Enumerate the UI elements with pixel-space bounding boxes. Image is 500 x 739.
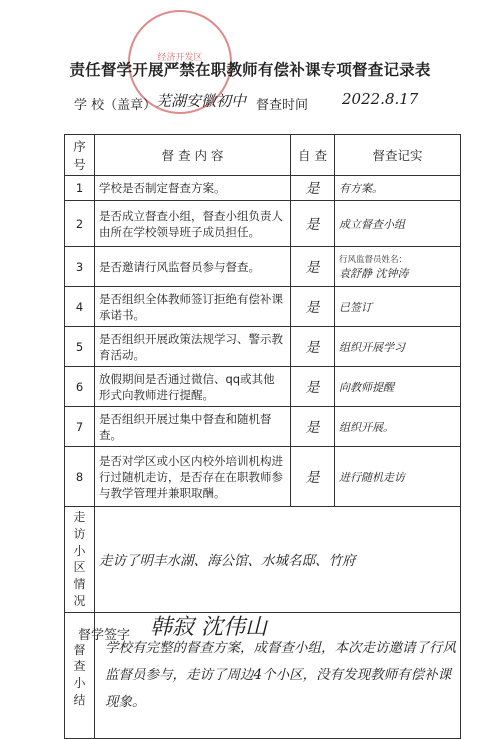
row-self-check: 是 bbox=[291, 327, 335, 367]
summary-label: 督查小结 bbox=[65, 612, 95, 738]
row-record: 进行随机走访 bbox=[335, 447, 461, 507]
row-content: 学校是否制定督查方案。 bbox=[95, 176, 291, 201]
seal-text: 经济开发区 bbox=[157, 53, 203, 63]
inspector-label: 行风监督员姓名： bbox=[339, 254, 408, 265]
row-record: 已签订 bbox=[335, 287, 461, 327]
table-row bbox=[65, 407, 461, 447]
table-header-row bbox=[65, 135, 461, 176]
table-row bbox=[65, 176, 461, 201]
row-self-check: 是 bbox=[291, 176, 335, 201]
form-title: 责任督学开展严禁在职教师有偿补课专项督查记录表 bbox=[69, 61, 431, 79]
row-record: 组织开展学习 bbox=[335, 327, 461, 367]
header-no: 序号 bbox=[65, 135, 95, 176]
row-self-check: 是 bbox=[291, 247, 335, 287]
header-content: 督 查 内 容 bbox=[95, 135, 291, 176]
row-self-check: 是 bbox=[291, 201, 335, 247]
table-row bbox=[65, 327, 461, 367]
row-record: 成立督查小组 bbox=[335, 201, 461, 247]
summary-value: 学校有完整的督查方案，成督查小组，本次走访邀请了行风监督员参与，走访了周边4个小区，没有发现教师有偿补课现象。 bbox=[95, 612, 461, 738]
header-self-check: 自 查 bbox=[291, 135, 335, 176]
date-label: 督查时间 bbox=[256, 98, 309, 113]
visit-label: 走访小区情况 bbox=[65, 507, 95, 613]
row-self-check: 是 bbox=[291, 287, 335, 327]
row-no: 6 bbox=[65, 367, 95, 407]
row-no: 4 bbox=[65, 287, 95, 327]
table-row bbox=[65, 287, 461, 327]
row-no: 1 bbox=[65, 176, 95, 201]
row-no: 3 bbox=[65, 247, 95, 287]
row-content: 是否对学区或小区内校外培训机构进行过随机走访，是否存在在职教师参与教学管理并兼职取酬。 bbox=[95, 447, 291, 507]
row-no: 2 bbox=[65, 201, 95, 247]
signature-label: 督学签字 bbox=[78, 628, 131, 643]
row-content: 是否邀请行风监督员参与督查。 bbox=[95, 247, 291, 287]
school-name: 芜湖安徽初中 bbox=[156, 92, 247, 110]
row-content: 是否组织全体教师签订拒绝有偿补课承诺书。 bbox=[95, 287, 291, 327]
row-content: 是否组织开展政策法规学习、警示教育活动。 bbox=[95, 327, 291, 367]
table-row bbox=[65, 447, 461, 507]
row-record: 向教师提醒 bbox=[335, 367, 461, 407]
visit-row bbox=[65, 507, 461, 613]
table-row bbox=[65, 201, 461, 247]
row-self-check: 是 bbox=[291, 407, 335, 447]
visit-value: 走访了明丰水湖、海公馆、水城名邸、竹府 bbox=[95, 507, 461, 613]
row-record: 有方案。 bbox=[335, 176, 461, 201]
row-self-check: 是 bbox=[291, 367, 335, 407]
signature-value: 韩寂 沈伟山 bbox=[150, 615, 267, 640]
row-record: 组织开展。 bbox=[335, 407, 461, 447]
row-self-check: 是 bbox=[291, 447, 335, 507]
inspector-names: 袁舒静 沈钟涛 bbox=[339, 266, 409, 280]
inspection-table bbox=[64, 134, 461, 739]
table-row bbox=[65, 367, 461, 407]
row-content: 是否成立督查小组，督查小组负责人由所在学校领导班子成员担任。 bbox=[95, 201, 291, 247]
school-label: 学 校（盖章） bbox=[74, 98, 157, 113]
row-no: 5 bbox=[65, 327, 95, 367]
row-content: 是否组织开展过集中督查和随机督查。 bbox=[95, 407, 291, 447]
row-record bbox=[335, 247, 461, 287]
row-content: 放假期间是否通过微信、qq或其他形式向教师进行提醒。 bbox=[95, 367, 291, 407]
header-record: 督查记实 bbox=[335, 135, 461, 176]
row-no: 7 bbox=[65, 407, 95, 447]
table-row bbox=[65, 247, 461, 287]
row-no: 8 bbox=[65, 447, 95, 507]
date-value: 2022.8.17 bbox=[342, 90, 419, 108]
